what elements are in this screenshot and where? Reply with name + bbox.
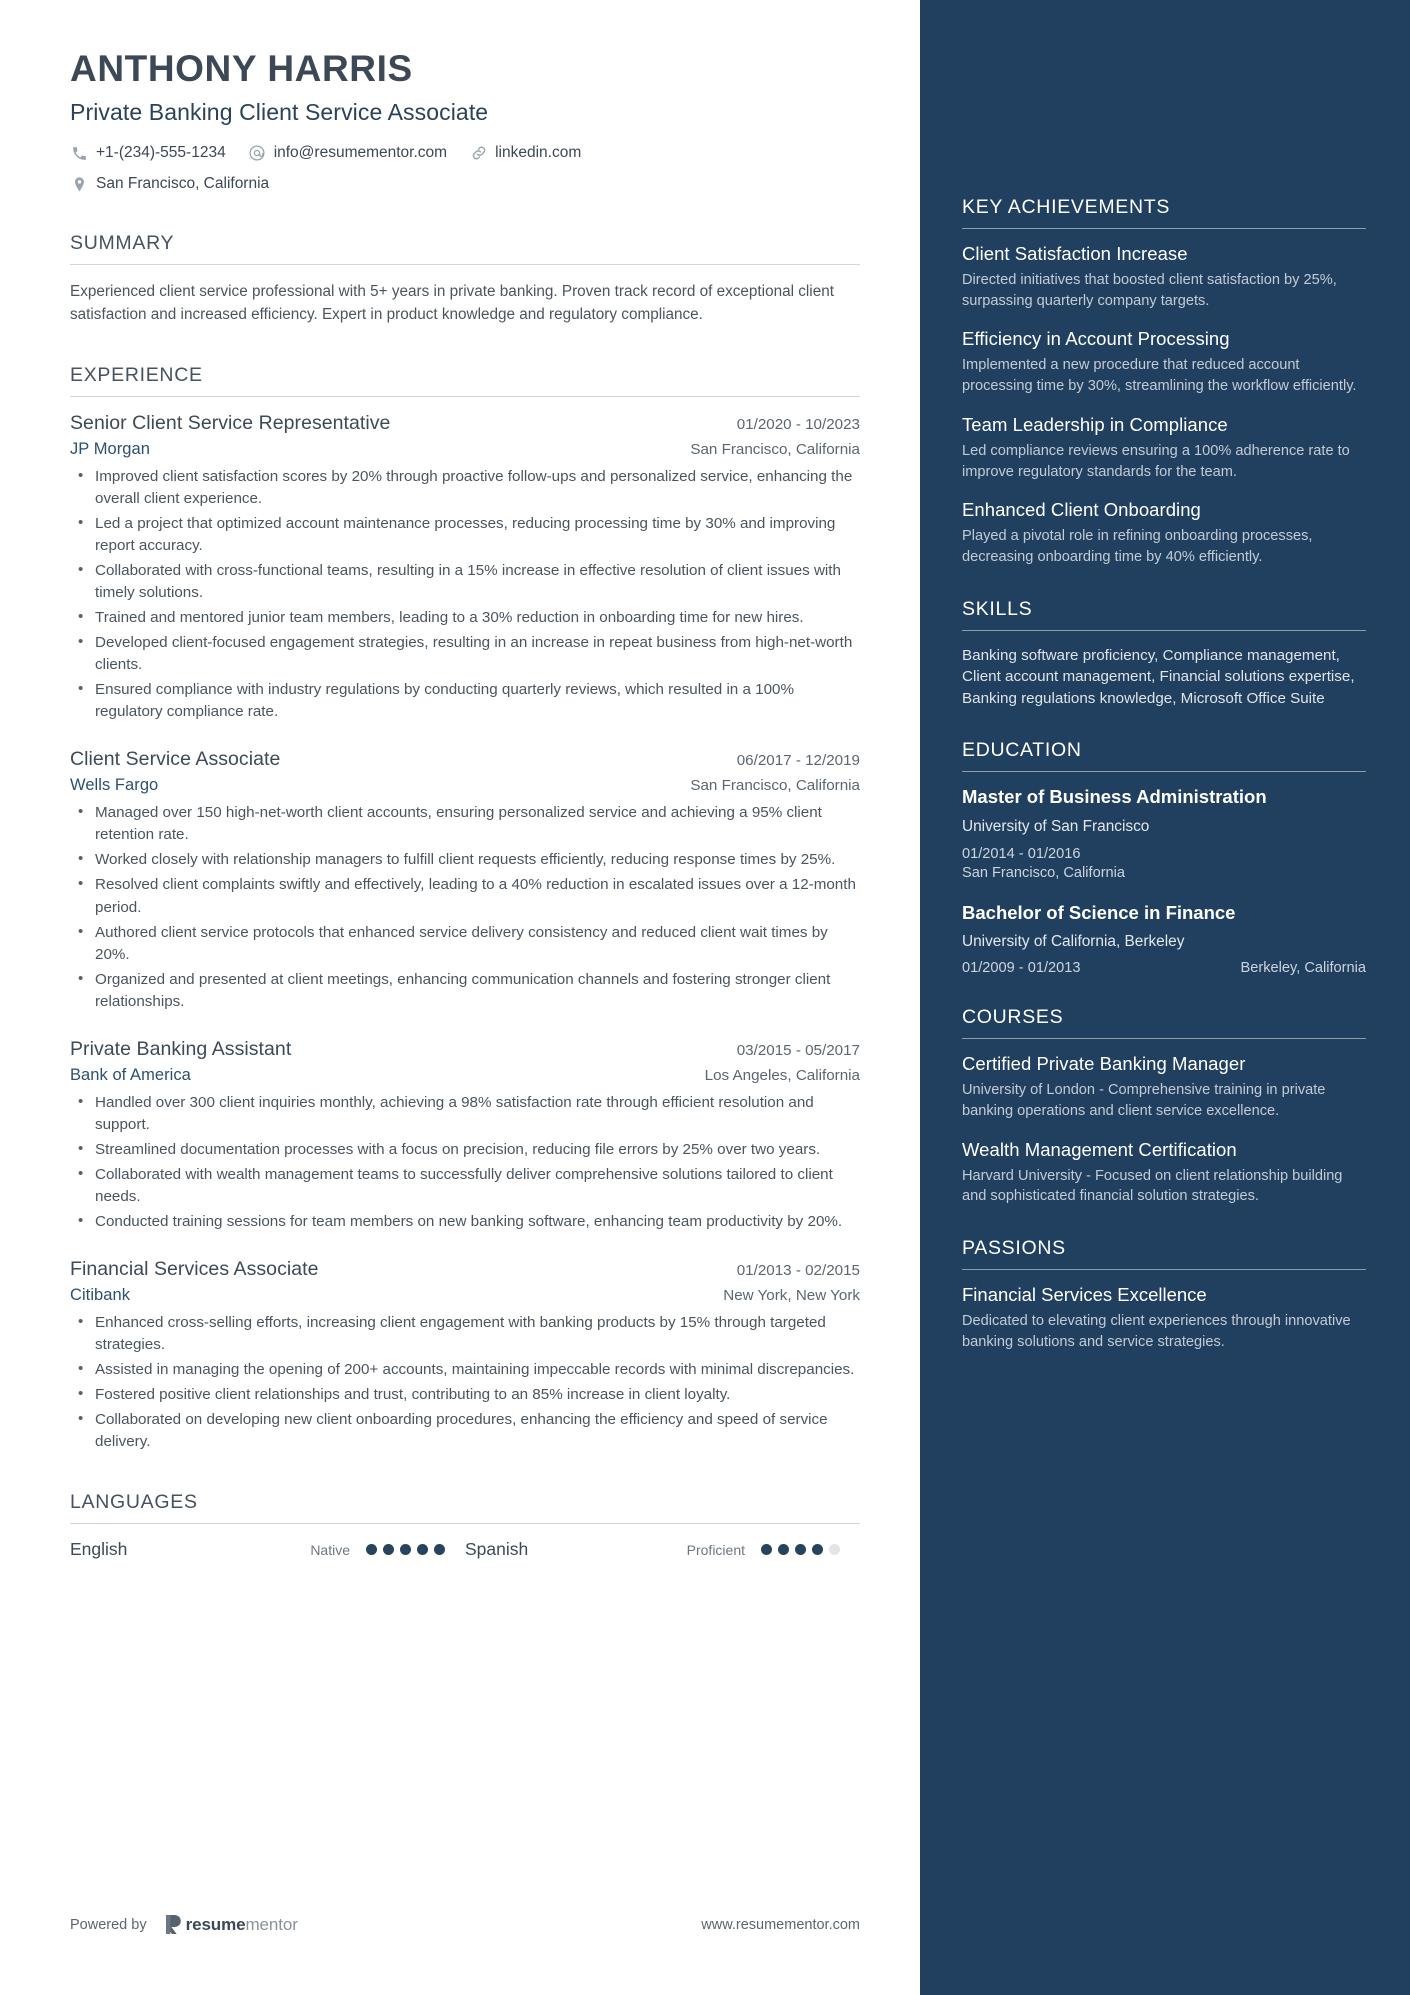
- experience-bullet: • Resolved client complaints swiftly and effectively, leading to a 40% reduction in escalated issues over a 12-month period.: [70, 874, 860, 918]
- education-section: [962, 739, 1366, 976]
- education-section-title: EDUCATION: [962, 739, 1082, 762]
- experience-role: Private Banking Assistant: [70, 1037, 292, 1060]
- experience-location: Los Angeles, California: [704, 1066, 860, 1084]
- experience-location: New York, New York: [723, 1286, 860, 1304]
- course-item: [962, 1053, 1366, 1121]
- rating-dot-filled: [400, 1544, 411, 1555]
- language-level: Proficient: [686, 1541, 745, 1558]
- rating-dot-filled: [383, 1544, 394, 1555]
- contact-location-text: San Francisco, California: [96, 175, 270, 193]
- experience-bullet: • Authored client service protocols that enhanced service delivery consistency and reduced client wait times by 20%.: [70, 922, 860, 966]
- achievement-item: [962, 499, 1366, 567]
- experience-item: [70, 1038, 860, 1233]
- powered-by-label: Powered by: [70, 1916, 147, 1933]
- passion-description: Dedicated to elevating client experiences through innovative banking solutions and service strategies.: [962, 1313, 1351, 1350]
- experience-bullets: [70, 802, 860, 1012]
- experience-section: [70, 364, 860, 1453]
- achievements-section: [962, 196, 1366, 568]
- course-description: University of London - Comprehensive training in private banking operations and client service excellence.: [962, 1082, 1326, 1119]
- achievement-title: Enhanced Client Onboarding: [962, 499, 1201, 521]
- rating-dot-filled: [795, 1544, 806, 1555]
- experience-role: Client Service Associate: [70, 748, 281, 771]
- experience-dates: 06/2017 - 12/2019: [736, 752, 860, 770]
- experience-bullet: • Led a project that optimized account maintenance processes, reducing processing time by 30% and improving report accuracy.: [70, 513, 860, 557]
- course-description: Harvard University - Focused on client relationship building and sophisticated financial solution strategies.: [962, 1167, 1343, 1205]
- passion-title: Financial Services Excellence: [962, 1284, 1207, 1306]
- rating-dot-empty: [829, 1544, 840, 1555]
- powered-by-group: [70, 1914, 298, 1935]
- achievement-description: Implemented a new procedure that reduced account processing time by 30%, streamlining the workflow efficiently.: [962, 357, 1357, 395]
- experience-bullet: • Collaborated with cross-functional teams, resulting in a 15% increase in effective resolution of client issues with timely solutions.: [70, 560, 860, 604]
- education-item: [962, 786, 1366, 884]
- education-degree: Bachelor of Science in Finance: [962, 902, 1236, 924]
- education-location: Berkeley, California: [1240, 960, 1366, 977]
- education-school: University of San Francisco: [962, 817, 1150, 835]
- language-rating-dots: [366, 1544, 445, 1555]
- education-degree: Master of Business Administration: [962, 786, 1267, 808]
- resumementor-logo: [165, 1914, 298, 1935]
- education-item: [962, 902, 1366, 976]
- experience-item-header: [70, 412, 860, 435]
- experience-list: [70, 412, 860, 1453]
- language-item: [465, 1539, 860, 1560]
- passion-item: [962, 1284, 1366, 1352]
- experience-item-header: [70, 1038, 860, 1061]
- courses-divider: [962, 1038, 1366, 1039]
- course-item: [962, 1139, 1366, 1207]
- education-meta: [962, 845, 1366, 884]
- rating-dot-filled: [812, 1544, 823, 1555]
- summary-text: Experienced client service professional with 5+ years in private banking. Proven track record of exceptional client satisfaction and increased efficiency. Expert in product knowledge and regulatory compliance.: [70, 282, 834, 323]
- summary-divider: [70, 264, 860, 265]
- languages-section-title: LANGUAGES: [70, 1491, 198, 1514]
- achievement-item: [962, 243, 1366, 311]
- contact-linkedin-text: linkedin.com: [495, 144, 582, 162]
- education-list: [962, 786, 1366, 976]
- language-name: English: [70, 1539, 128, 1560]
- experience-bullet: • Trained and mentored junior team members, leading to a 30% reduction in onboarding time for new hires.: [70, 607, 860, 629]
- experience-bullet: • Improved client satisfaction scores by 20% through proactive follow-ups and personalized service, enhancing the overall client experience.: [70, 466, 860, 510]
- rating-dot-filled: [434, 1544, 445, 1555]
- email-icon: [248, 144, 267, 163]
- contact-linkedin[interactable]: [469, 144, 581, 163]
- courses-section-title: COURSES: [962, 1006, 1064, 1029]
- experience-company: Citibank: [70, 1285, 131, 1304]
- skills-divider: [962, 630, 1366, 631]
- education-school: University of California, Berkeley: [962, 933, 1185, 951]
- experience-item: [70, 748, 860, 1012]
- experience-bullets: [70, 466, 860, 723]
- experience-company: JP Morgan: [70, 440, 150, 459]
- achievement-item: [962, 414, 1366, 482]
- contact-phone[interactable]: [70, 144, 226, 163]
- experience-company: Wells Fargo: [70, 776, 159, 795]
- languages-divider: [70, 1523, 860, 1524]
- achievement-description: Led compliance reviews ensuring a 100% adherence rate to improve regulatory standards for the team.: [962, 442, 1350, 480]
- link-icon: [469, 144, 488, 163]
- skills-section-title: SKILLS: [962, 597, 1033, 620]
- location-icon: [70, 175, 89, 194]
- experience-bullet: • Managed over 150 high-net-worth client accounts, ensuring personalized service and achieving a 95% client retention rate.: [70, 802, 860, 846]
- experience-role: Financial Services Associate: [70, 1257, 319, 1280]
- experience-item-subheader: [70, 776, 860, 795]
- skills-section: [962, 598, 1366, 710]
- experience-item: [70, 1258, 860, 1453]
- experience-bullet: • Fostered positive client relationships and trust, contributing to an 85% increase in client loyalty.: [70, 1384, 860, 1406]
- brand-name-light: mentor: [245, 1914, 298, 1934]
- languages-section: [70, 1491, 860, 1560]
- experience-location: San Francisco, California: [690, 441, 860, 459]
- experience-item-header: [70, 748, 860, 771]
- course-title: Certified Private Banking Manager: [962, 1053, 1246, 1075]
- summary-section: [70, 232, 860, 327]
- experience-bullet: • Handled over 300 client inquiries monthly, achieving a 98% satisfaction rate through efficient resolution and support.: [70, 1092, 860, 1136]
- brand-name-bold: resume: [185, 1914, 246, 1934]
- experience-item-header: [70, 1258, 860, 1281]
- experience-bullet: • Conducted training sessions for team members on new banking software, enhancing team productivity by 20%.: [70, 1211, 860, 1233]
- experience-bullet: • Collaborated with wealth management teams to successfully deliver comprehensive solutions tailored to client needs.: [70, 1164, 860, 1208]
- education-dates: 01/2009 - 01/2013: [962, 960, 1081, 977]
- experience-dates: 03/2015 - 05/2017: [736, 1041, 860, 1059]
- passions-list: [962, 1284, 1366, 1352]
- header-job-title: Private Banking Client Service Associate: [70, 98, 489, 125]
- rating-dot-filled: [417, 1544, 428, 1555]
- rating-dot-filled: [366, 1544, 377, 1555]
- achievement-title: Team Leadership in Compliance: [962, 413, 1228, 435]
- experience-bullet: • Worked closely with relationship managers to fulfill client requests efficiently, reducing response times by 25%.: [70, 849, 860, 871]
- experience-bullet: • Assisted in managing the opening of 200+ accounts, maintaining impeccable records with minimal discrepancies.: [70, 1359, 860, 1381]
- experience-section-title: EXPERIENCE: [70, 364, 203, 387]
- experience-item-subheader: [70, 440, 860, 459]
- achievement-title: Client Satisfaction Increase: [962, 243, 1188, 264]
- languages-list: [70, 1539, 860, 1560]
- experience-bullet: • Ensured compliance with industry regulations by conducting quarterly reviews, which resulted in a 100% regulatory compliance rate.: [70, 679, 860, 723]
- contact-location: [70, 175, 269, 194]
- skills-text: Banking software proficiency, Compliance management, Client account management, Financial solutions expertise, Banking regulations knowledge, Microsoft Office Suite: [962, 646, 1355, 707]
- contact-email[interactable]: [248, 144, 447, 163]
- experience-divider: [70, 396, 860, 397]
- experience-item-subheader: [70, 1286, 860, 1305]
- contact-list: [70, 144, 710, 194]
- education-dates: 01/2014 - 01/2016: [962, 845, 1081, 862]
- experience-bullet: • Enhanced cross-selling efforts, increasing client engagement with banking products by 15% through targeted strategies.: [70, 1312, 860, 1356]
- passions-section-title: PASSIONS: [962, 1237, 1066, 1260]
- summary-section-title: SUMMARY: [70, 231, 175, 254]
- experience-role: Senior Client Service Representative: [70, 412, 391, 435]
- experience-bullet: • Developed client-focused engagement strategies, resulting in an increase in repeat business from high-net-worth clients.: [70, 632, 860, 676]
- language-level: Native: [310, 1541, 350, 1558]
- resumementor-mark-icon: [165, 1914, 182, 1935]
- education-meta: [962, 960, 1366, 976]
- experience-bullets: [70, 1092, 860, 1233]
- rating-dot-filled: [778, 1544, 789, 1555]
- education-divider: [962, 771, 1366, 772]
- experience-location: San Francisco, California: [690, 777, 860, 795]
- rating-dot-filled: [761, 1544, 772, 1555]
- contact-email-text: info@resumementor.com: [273, 144, 448, 162]
- achievements-section-title: KEY ACHIEVEMENTS: [962, 196, 1171, 218]
- achievements-list: [962, 243, 1366, 568]
- language-item: [70, 1539, 465, 1560]
- experience-dates: 01/2013 - 02/2015: [736, 1261, 860, 1279]
- courses-section: [962, 1006, 1366, 1207]
- achievement-description: Directed initiatives that boosted client satisfaction by 25%, surpassing quarterly company targets.: [962, 272, 1337, 309]
- courses-list: [962, 1053, 1366, 1207]
- experience-bullet: • Organized and presented at client meetings, enhancing communication channels and fostering stronger client relationships.: [70, 969, 860, 1013]
- contact-phone-text: +1-(234)-555-1234: [96, 144, 226, 162]
- phone-icon: [70, 144, 89, 163]
- passions-divider: [962, 1269, 1366, 1270]
- education-location: San Francisco, California: [962, 865, 1126, 882]
- experience-bullet: • Collaborated on developing new client onboarding procedures, enhancing the efficiency and speed of service delivery.: [70, 1409, 860, 1453]
- passions-section: [962, 1237, 1366, 1352]
- achievement-item: [962, 328, 1366, 396]
- footer-website: www.resumementor.com: [701, 1916, 860, 1933]
- language-name: Spanish: [465, 1539, 529, 1560]
- achievement-title: Efficiency in Account Processing: [962, 328, 1230, 350]
- experience-bullets: [70, 1312, 860, 1453]
- footer: [70, 1914, 860, 1935]
- experience-bullet: • Streamlined documentation processes with a focus on precision, reducing file errors by 25% over two years.: [70, 1139, 860, 1161]
- experience-item-subheader: [70, 1066, 860, 1085]
- sidebar: [920, 0, 1410, 1995]
- achievement-description: Played a pivotal role in refining onboarding processes, decreasing onboarding time by 40% efficiently.: [962, 528, 1313, 566]
- page-title: ANTHONY HARRIS: [70, 48, 413, 89]
- achievements-divider: [962, 228, 1366, 229]
- experience-company: Bank of America: [70, 1065, 191, 1084]
- experience-item: [70, 412, 860, 723]
- experience-dates: 01/2020 - 10/2023: [736, 416, 860, 434]
- language-rating-dots: [761, 1544, 840, 1555]
- course-title: Wealth Management Certification: [962, 1138, 1237, 1160]
